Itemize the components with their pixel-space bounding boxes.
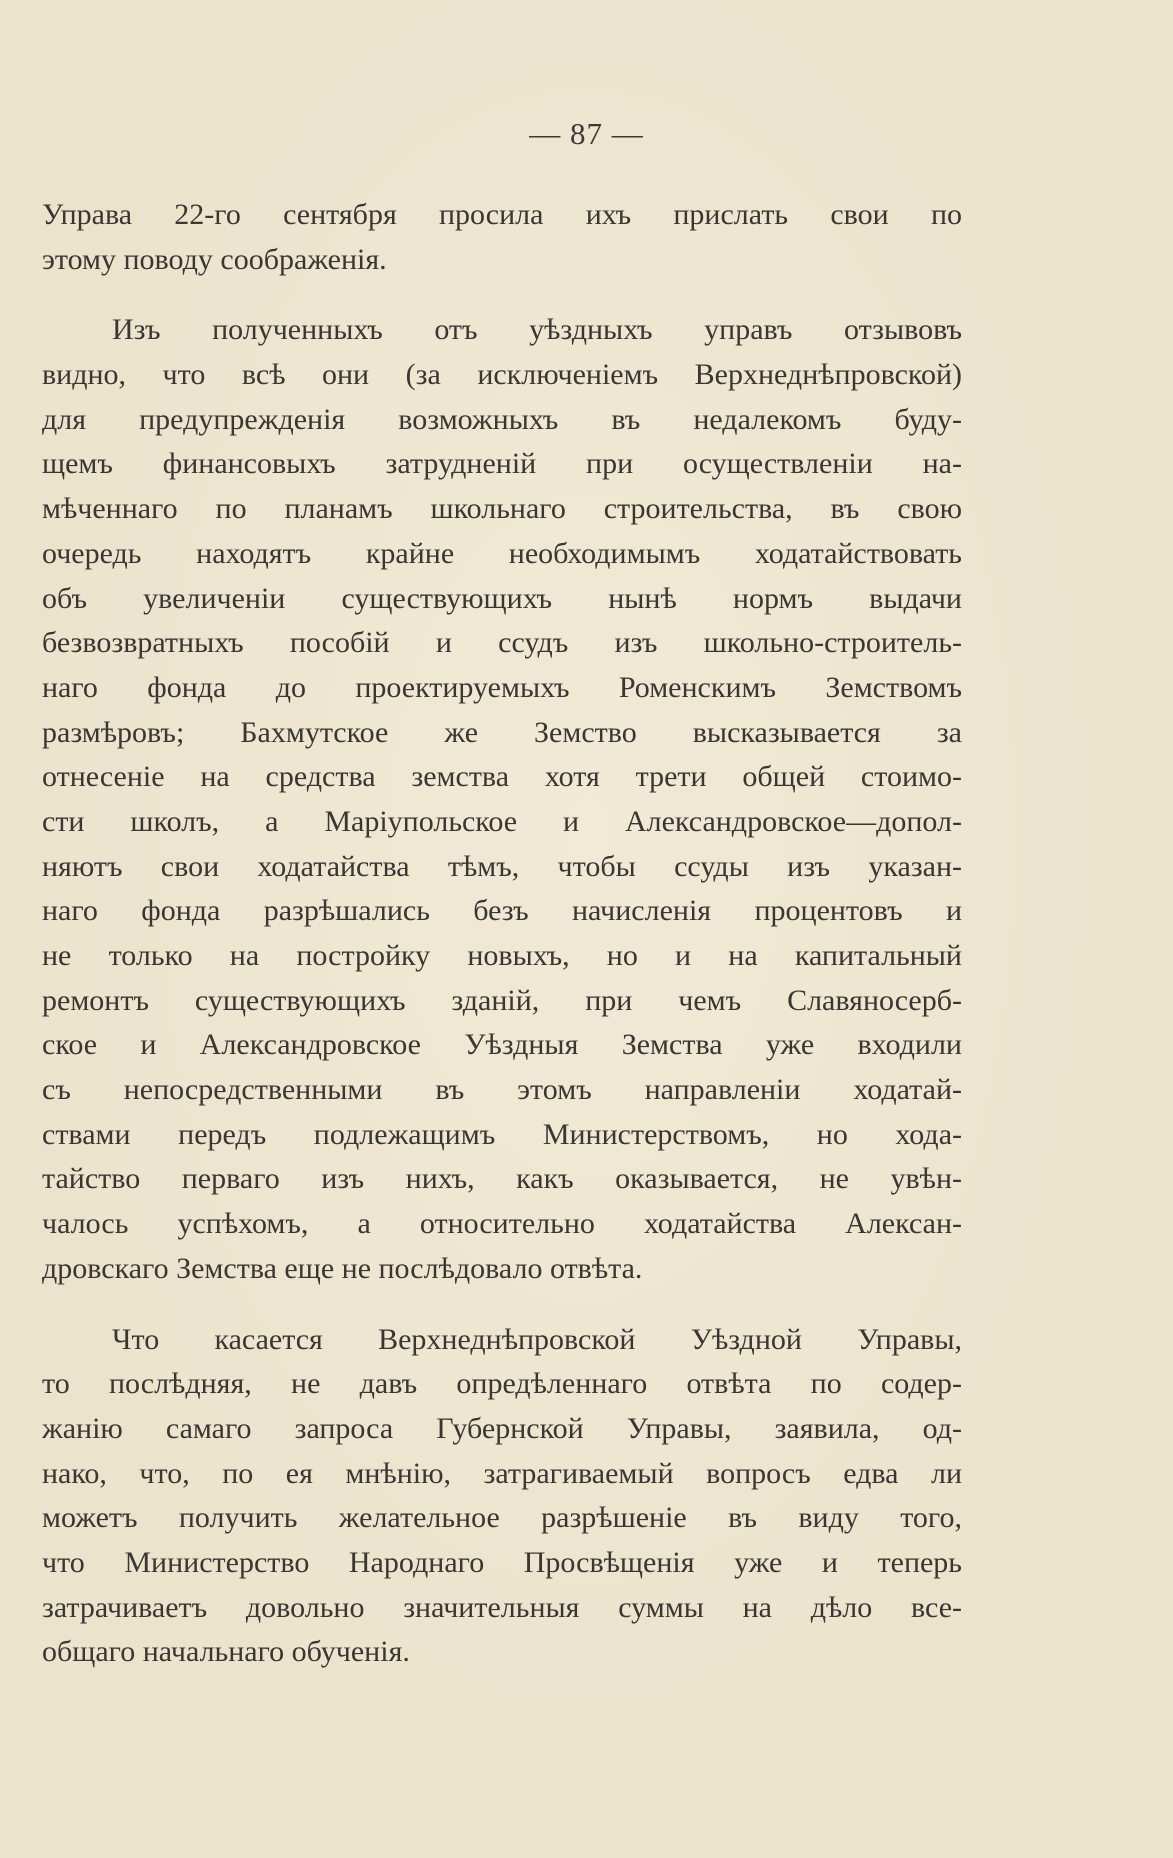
text-line: дровскаго Земства еще не послѣдовало отвѣта. xyxy=(42,1251,643,1285)
text-line: можетъ получить желательное разрѣшеніе въ виду того, xyxy=(42,1501,962,1535)
text-line: Что касается Верхнеднѣпровской Уѣздной Управы, xyxy=(112,1322,962,1356)
paragraph-gap xyxy=(42,282,962,308)
text-line: для предупрежденія возможныхъ въ недалекомъ буду- xyxy=(42,402,962,436)
text-line: объ увеличеніи существующихъ нынѣ нормъ выдачи xyxy=(42,581,962,615)
text-line: этому поводу соображенія. xyxy=(42,242,387,276)
paragraph-gap xyxy=(42,1292,962,1318)
text-line: Изъ полученныхъ отъ уѣздныхъ управъ отзывовъ xyxy=(112,313,962,347)
text-line: ремонтъ существующихъ зданій, при чемъ Славяносерб- xyxy=(42,983,962,1017)
text-line: наго фонда разрѣшались безъ начисленія процентовъ и xyxy=(42,894,962,928)
page-number: — 87 — xyxy=(529,116,644,151)
text-line: то послѣдняя, не давъ опредѣленнаго отвѣта по содер- xyxy=(42,1367,962,1401)
text-line: очередь находятъ крайне необходимымъ ходатайствовать xyxy=(42,536,962,570)
paragraph xyxy=(42,308,962,1291)
text-line: щемъ финансовыхъ затрудненій при осуществленіи на- xyxy=(42,447,962,481)
text-line: видно, что всѣ они (за исключеніемъ Верхнеднѣпровской) xyxy=(42,358,962,392)
text-line: Управа 22-го сентября просила ихъ прислать свои по xyxy=(42,198,962,231)
text-line: чалось успѣхомъ, а относительно ходатайства Алексан- xyxy=(42,1207,962,1241)
text-line: тайство перваго изъ нихъ, какъ оказывается, не увѣн- xyxy=(42,1162,962,1196)
paragraph xyxy=(42,1318,962,1676)
text-line: что Министерство Народнаго Просвѣщенія уже и теперь xyxy=(42,1545,962,1579)
text-line: сти школъ, а Маріупольское и Александровское—допол- xyxy=(42,804,962,838)
paragraph xyxy=(42,193,962,282)
text-line: жанію самаго запроса Губернской Управы, заявила, од- xyxy=(42,1411,962,1445)
text-line: отнесеніе на средства земства хотя трети общей стоимо- xyxy=(42,760,962,794)
text-line: мѣченнаго по планамъ школьнаго строительства, въ свою xyxy=(42,492,962,526)
text-line: няютъ свои ходатайства тѣмъ, чтобы ссуды изъ указан- xyxy=(42,849,962,883)
text-line: нако, что, по ея мнѣнію, затрагиваемый вопросъ едва ли xyxy=(42,1456,962,1490)
text-line: съ непосредственными въ этомъ направленіи ходатай- xyxy=(42,1073,962,1107)
text-line: ское и Александровское Уѣздныя Земства уже входили xyxy=(42,1028,962,1062)
text-line: безвозвратныхъ пособій и ссудъ изъ школьно-строитель- xyxy=(42,626,962,660)
body-text xyxy=(42,193,962,1675)
text-line: размѣровъ; Бахмутское же Земство высказывается за xyxy=(42,715,962,749)
text-line: общаго начальнаго обученія. xyxy=(42,1635,410,1669)
text-line: наго фонда до проектируемыхъ Роменскимъ Земствомъ xyxy=(42,670,962,704)
text-line: не только на постройку новыхъ, но и на капитальный xyxy=(42,939,962,972)
text-line: ствами передъ подлежащимъ Министерствомъ, но хода- xyxy=(42,1117,962,1151)
text-line: затрачиваетъ довольно значительныя суммы на дѣло все- xyxy=(42,1590,962,1624)
